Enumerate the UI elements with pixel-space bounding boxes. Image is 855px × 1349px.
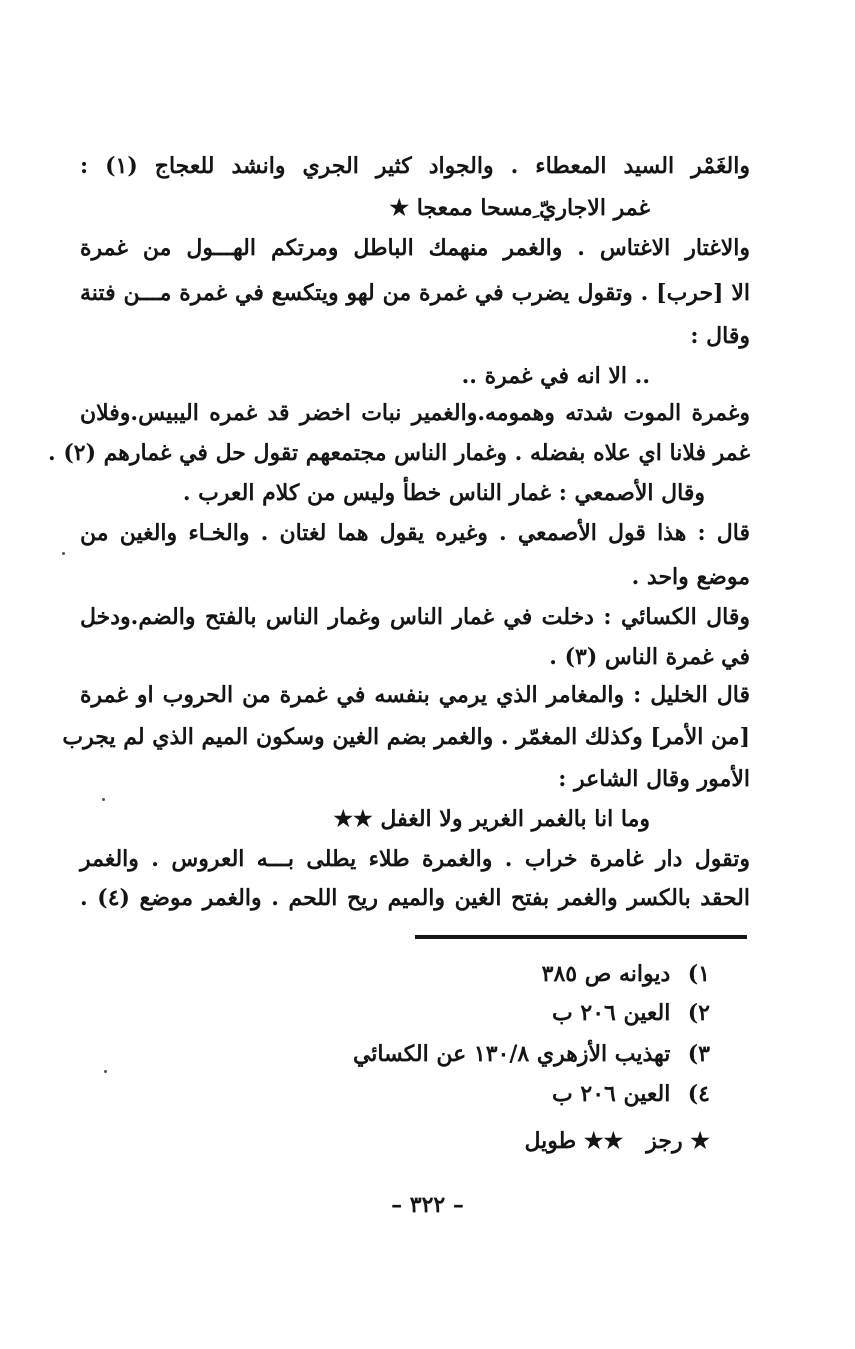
footnote-text: تهذيب الأزهري ١٣٠/٨ عن الكسائي (352, 1041, 671, 1067)
body-line: غمر فلانا اي علاه بفضله . وغمار الناس مجتمعهم تقول حل في غمارهم (٢) . (48, 440, 750, 466)
footnote (552, 1078, 710, 1110)
footnote (552, 997, 710, 1029)
body-line: قال : هذا قول الأصمعي . وغيره يقول هما لغتان . والخـاء والغين من (80, 520, 750, 546)
body-line: في غمرة الناس (٣) . (549, 644, 750, 670)
footnote-number: ٢) (687, 1000, 710, 1026)
verse-line: .. الا انه في غمرة .. (461, 363, 650, 389)
footnote-number: ٣) (687, 1041, 710, 1067)
footnote-number: ٤) (687, 1081, 710, 1107)
verse-line: وما انا بالغمر الغرير ولا الغفل ★★ (333, 806, 650, 832)
body-line: قال الخليل : والمغامر الذي يرمي بنفسه في غمرة من الحروب او غمرة (80, 682, 750, 708)
body-line: وتقول دار غامرة خراب . والغمرة طلاء يطلى بـــه العروس . والغمر (80, 846, 750, 872)
footnote-number: ١) (687, 961, 710, 987)
scan-speck (104, 1070, 107, 1073)
footnote-divider (415, 935, 747, 939)
body-line: والاغتار الاغتاس . والغمر منهمك الباطل ومرتكم الهـــول من غمرة (80, 235, 750, 261)
footnote-text: ديوانه ص ٣٨٥ (541, 961, 671, 987)
verse-line: غمر الاجاريّ ِمسحا ممعجا ★ (389, 195, 650, 221)
body-line: وقال الأصمعي : غمار الناس خطأ وليس من كلام العرب . (182, 480, 705, 506)
scan-speck (62, 552, 65, 555)
meter-note: ★ رجز ★★ طويل (524, 1128, 710, 1154)
body-line: وقال : (690, 323, 750, 349)
body-line: الا [حرب] . وتقول يضرب في غمرة من لهو ويتكسع في غمرة مـــن فتنة (80, 280, 750, 306)
footnote (542, 958, 710, 990)
footnote (353, 1038, 710, 1070)
page-number: – ٣٢٢ – (391, 1192, 464, 1218)
scan-speck (102, 798, 105, 801)
body-line: وقال الكسائي : دخلت في غمار الناس وغمار الناس بالفتح والضم.ودخل (80, 604, 750, 630)
body-line: [من الأمر] وكذلك المغمّر . والغمر بضم الغين وسكون الميم الذي لم يجرب (62, 724, 750, 750)
body-line: الحقد بالكسر والغمر بفتح الغين والميم ريح اللحم . والغمر موضع (٤) . (80, 885, 750, 911)
body-line: وغمرة الموت شدته وهمومه.والغمير نبات اخضر قد غمره اليبيس.وفلان (80, 400, 750, 426)
body-line: والغَمْر السيد المعطاء . والجواد كثير الجري وانشد للعجاج (١) : (80, 153, 750, 179)
footnote-text: العين ٢٠٦ ب (552, 1000, 671, 1026)
body-line: الأمور وقال الشاعر : (558, 766, 750, 792)
body-line: موضع واحد . (631, 564, 750, 590)
footnote-text: العين ٢٠٦ ب (552, 1081, 671, 1107)
